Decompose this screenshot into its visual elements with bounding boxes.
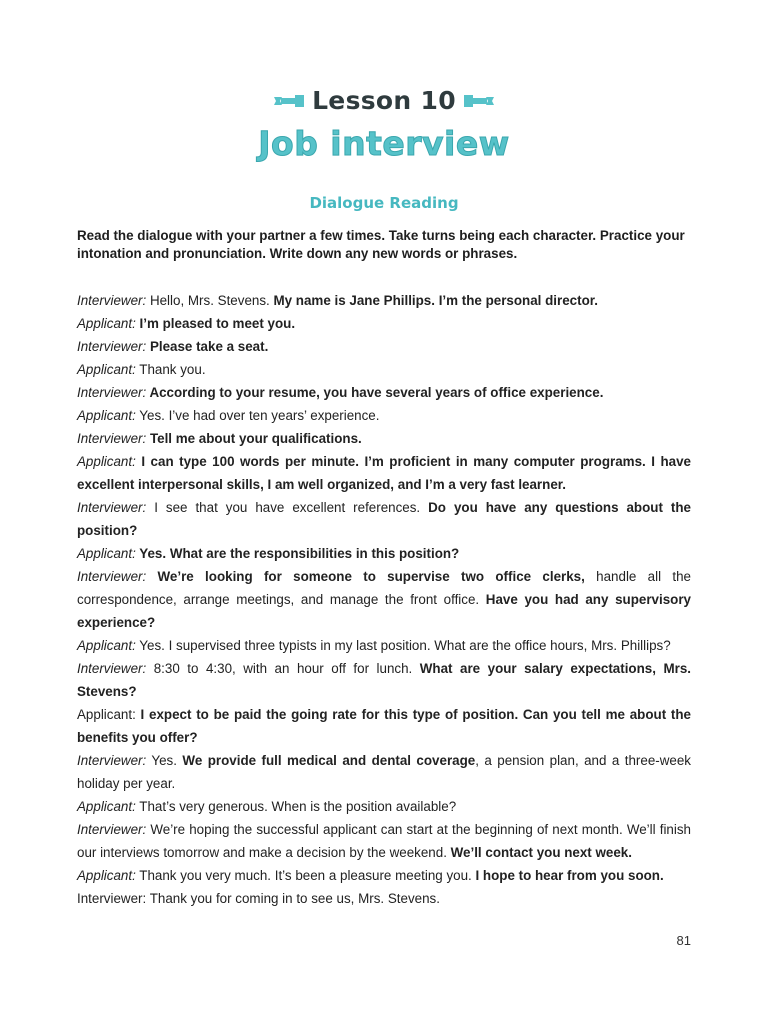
right-ribbon-icon (464, 94, 494, 108)
dialogue-text: I expect to be paid the going rate for this type of position. Can you tell me about the benefits you offer? (77, 707, 691, 745)
speaker-label: Interviewer: (77, 822, 147, 837)
dialogue-text: Do you have any questions about the position? (77, 500, 691, 538)
speaker-label: Interviewer: (77, 569, 147, 584)
dialogue-line (77, 427, 691, 450)
dialogue-line (77, 381, 691, 404)
dialogue-text: Thank you. (135, 362, 206, 377)
dialogue-text: What are your salary expectations, Mrs. Stevens? (77, 661, 691, 699)
speaker-label: Interviewer: (77, 385, 147, 400)
speaker-label: Interviewer: (77, 500, 147, 515)
dialogue-text: We’ll contact you next week. (450, 845, 632, 860)
dialogue-line (77, 335, 691, 358)
speaker-label: Applicant: (77, 454, 136, 469)
speaker-label: Interviewer: (77, 339, 147, 354)
dialogue-text: We’re looking for someone to supervise two office clerks, (146, 569, 585, 584)
dialogue-line (77, 542, 691, 565)
speaker-label: Applicant: (77, 546, 136, 561)
dialogue-line (77, 703, 691, 749)
dialogue-text: I see that you have excellent references. (146, 500, 429, 515)
dialogue-line (77, 312, 691, 335)
dialogue-block (77, 289, 691, 910)
dialogue-text: We provide full medical and dental coverage (182, 753, 476, 768)
speaker-label: Interviewer: (77, 661, 147, 676)
lesson-number: Lesson 10 (312, 86, 456, 115)
dialogue-text: I’m pleased to meet you. (135, 316, 296, 331)
dialogue-text: Tell me about your qualifications. (146, 431, 362, 446)
dialogue-text: handle all the correspondence, arrange meetings, and manage the front office. (77, 569, 691, 607)
speaker-label: Interviewer: (77, 431, 147, 446)
dialogue-text: Yes. What are the responsibilities in this position? (135, 546, 460, 561)
dialogue-line (77, 795, 691, 818)
dialogue-text: Thank you for coming in to see us, Mrs. Stevens. (146, 891, 440, 906)
dialogue-text: That’s very generous. When is the position available? (135, 799, 457, 814)
lesson-heading (0, 86, 768, 115)
left-ribbon-icon (274, 94, 304, 108)
dialogue-line (77, 818, 691, 864)
speaker-label: Interviewer: (77, 891, 147, 906)
dialogue-text: Please take a seat. (146, 339, 269, 354)
dialogue-line (77, 358, 691, 381)
dialogue-line (77, 289, 691, 312)
speaker-label: Interviewer: (77, 293, 147, 308)
dialogue-text: I can type 100 words per minute. I’m proficient in many computer programs. I have excellent interpersonal skills, I am well organized, and I’m a very fast learner. (77, 454, 691, 492)
speaker-label: Applicant: (77, 707, 136, 722)
dialogue-text: Have you had any supervisory experience? (77, 592, 691, 630)
dialogue-line (77, 634, 691, 657)
dialogue-text: According to your resume, you have several years of office experience. (146, 385, 604, 400)
dialogue-line (77, 565, 691, 634)
dialogue-line (77, 864, 691, 887)
speaker-label: Applicant: (77, 799, 136, 814)
speaker-label: Applicant: (77, 316, 136, 331)
dialogue-text: , a pension plan, and a three-week holiday per year. (77, 753, 692, 791)
dialogue-text: Yes. I supervised three typists in my last position. What are the office hours, Mrs. Phillips? (135, 638, 671, 653)
dialogue-line (77, 404, 691, 427)
speaker-label: Applicant: (77, 638, 136, 653)
dialogue-text: I hope to hear from you soon. (475, 868, 664, 883)
section-title: Dialogue Reading (309, 194, 459, 212)
dialogue-text: My name is Jane Phillips. I’m the personal director. (273, 293, 598, 308)
dialogue-text: 8:30 to 4:30, with an hour off for lunch. (146, 661, 420, 676)
dialogue-text: We’re hoping the successful applicant can start at the beginning of next month. We’ll finish our interviews tomorrow and make a decision by the weekend. (77, 822, 691, 860)
dialogue-text: Thank you very much. It’s been a pleasure meeting you. (135, 868, 476, 883)
page-title: Job interview (258, 124, 510, 163)
dialogue-line (77, 657, 691, 703)
dialogue-line (77, 450, 691, 496)
dialogue-text: Yes. I’ve had over ten years’ experience. (135, 408, 380, 423)
speaker-label: Applicant: (77, 408, 136, 423)
dialogue-line (77, 749, 691, 795)
dialogue-text: Yes. (146, 753, 183, 768)
speaker-label: Applicant: (77, 362, 136, 377)
instructions-paragraph: Read the dialogue with your partner a few times. Take turns being each character. Practice your intonation and pronunciation. Write down any new words or phrases. (77, 228, 685, 261)
speaker-label: Interviewer: (77, 753, 147, 768)
speaker-label: Applicant: (77, 868, 136, 883)
dialogue-line (77, 496, 691, 542)
dialogue-text: Hello, Mrs. Stevens. (146, 293, 274, 308)
page-number: 81 (676, 933, 691, 948)
dialogue-line (77, 887, 691, 910)
